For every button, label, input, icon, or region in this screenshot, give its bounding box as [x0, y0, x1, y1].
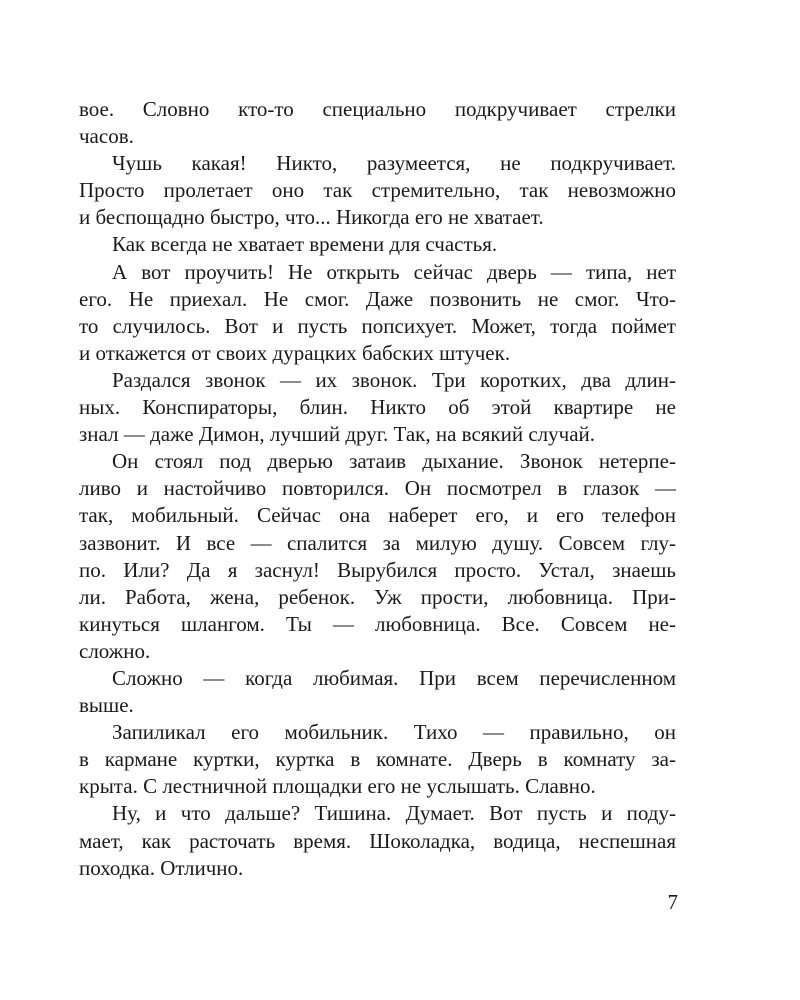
- text-line: вое. Словно кто-то специально подкручивает стрелки: [79, 97, 676, 121]
- text-line: то случилось. Вот и пусть попсихует. Может, тогда поймет: [79, 313, 676, 338]
- text-line: знал — даже Димон, лучший друг. Так, на всякий случай.: [79, 422, 596, 447]
- text-line: ливо и настойчиво повторился. Он посмотрел в глазок —: [79, 476, 676, 501]
- text-line: зазвонит. И все — спалится за милую душу. Совсем глу-: [79, 530, 676, 555]
- text-line: Он стоял под дверью затаив дыхание. Звонок нетерпе-: [112, 449, 676, 474]
- text-line: кинуться шлангом. Ты — любовница. Все. Совсем не-: [79, 611, 676, 636]
- text-line: выше.: [79, 693, 134, 718]
- text-line: мает, как расточать время. Шоколадка, водица, неспешная: [79, 828, 676, 853]
- text-line: часов.: [79, 124, 134, 149]
- text-line: сложно.: [79, 638, 151, 663]
- text-line: Сложно — когда любимая. При всем перечисленном: [112, 665, 676, 690]
- body-text: [79, 96, 676, 882]
- text-line: А вот проучить! Не открыть сейчас дверь — типа, нет: [112, 259, 676, 284]
- text-line: и беспощадно быстро, что... Никогда его не хватает.: [79, 205, 544, 230]
- text-line: Просто пролетает оно так стремительно, так невозможно: [79, 178, 676, 203]
- text-line: ли. Работа, жена, ребенок. Уж прости, любовница. При-: [79, 584, 676, 609]
- text-line: в кармане куртки, куртка в комнате. Дверь в комнату за-: [79, 747, 676, 772]
- text-line: по. Или? Да я заснул! Вырубился просто. Устал, знаешь: [79, 557, 676, 582]
- text-line: его. Не приехал. Не смог. Даже позвонить не смог. Что-: [79, 286, 676, 311]
- text-line: крыта. С лестничной площадки его не услышать. Славно.: [79, 774, 596, 799]
- text-line: ных. Конспираторы, блин. Никто об этой квартире не: [79, 395, 676, 420]
- text-line: так, мобильный. Сейчас она наберет его, и его телефон: [79, 503, 676, 528]
- text-line: Раздался звонок — их звонок. Три коротких, два длин-: [112, 367, 676, 392]
- text-line: Ну, и что дальше? Тишина. Думает. Вот пусть и поду-: [112, 801, 676, 826]
- text-line: Запиликал его мобильник. Тихо — правильно, он: [112, 720, 676, 745]
- text-line: и откажется от своих дурацких бабских штучек.: [79, 340, 511, 365]
- text-line: Чушь какая! Никто, разумеется, не подкручивает.: [112, 151, 676, 176]
- text-line: Как всегда не хватает времени для счастья.: [112, 232, 498, 257]
- text-line: походка. Отлично.: [79, 855, 244, 880]
- page-number: 7: [667, 890, 678, 914]
